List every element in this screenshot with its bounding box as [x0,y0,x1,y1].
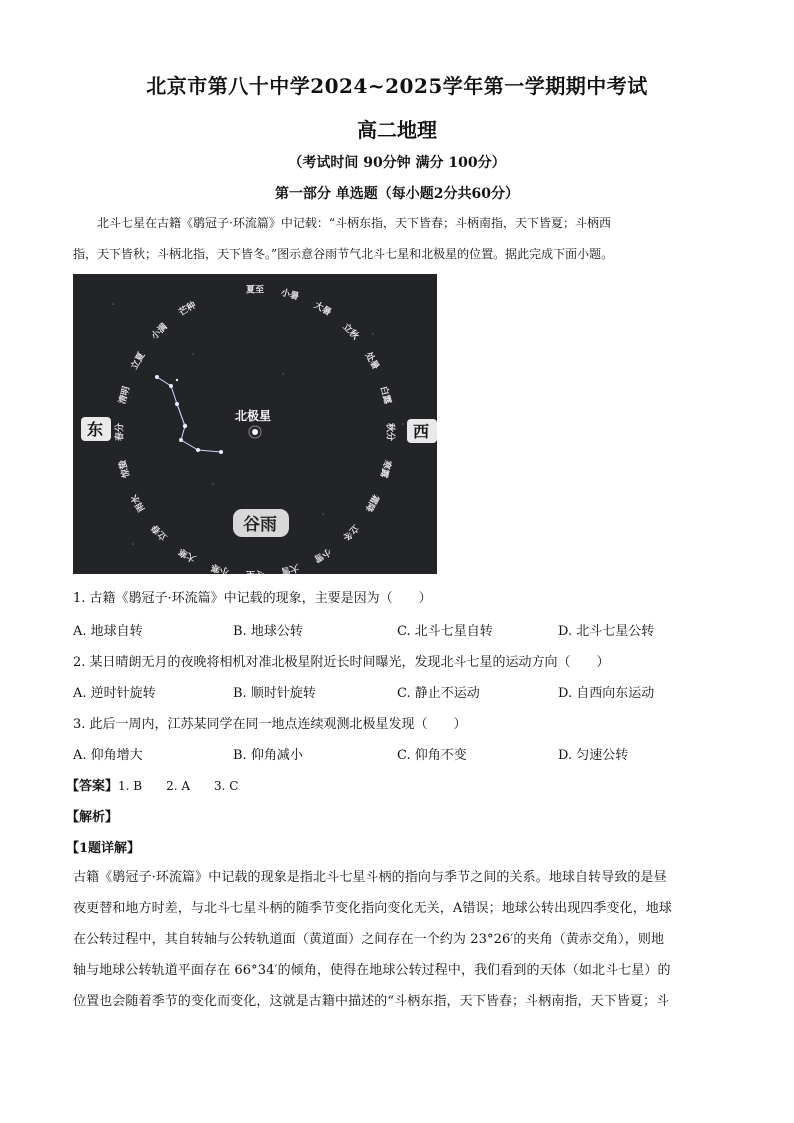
solar-term-label: 寒露 [377,458,393,479]
analysis-label: 【解析】 [66,810,119,825]
intro-line-2: 指，天下皆秋；斗柄北指，天下皆冬。”图示意谷雨节气北斗七星和北极星的位置。据此完成下面小题。 [73,247,614,261]
detail-label: 【1题详解】 [66,841,141,856]
solar-term-label: 惊蛰 [117,458,133,479]
analysis-line-3: 在公转过程中，其自转轴与公转轨道面（黄道面）之间存在一个约为 23°26′的夹角（黄赤交角），则地 [73,932,665,947]
dipper-star-3 [175,402,179,406]
solar-term-label: 立夏 [129,350,148,372]
solar-term-label: 秋分 [384,422,395,442]
solar-term-label: 大寒 [177,545,199,564]
solar-term-label: 春分 [115,422,126,442]
analysis-line-4: 轴与地球公转轨道平面存在 66°34′的倾角，使得在地球公转过程中，我们看到的天体（如北斗七星）的 [73,963,671,978]
dipper-star-7 [219,450,223,454]
q3-option-d: D. 匀速公转 [558,748,629,763]
solar-term-label: 大暑 [311,300,333,319]
intro-line-1: 北斗七星在古籍《鹖冠子·环流篇》中记载：“斗柄东指，天下皆春；斗柄南指，天下皆夏；斗柄西 [97,216,611,230]
solar-term-label: 芒种 [177,300,199,319]
dipper-star-5 [179,438,183,442]
polaris-star [252,429,258,435]
solar-term-label: 小寒 [210,561,231,574]
q2-option-c: C. 静止不运动 [397,686,480,701]
q3-option-a: A. 仰角增大 [73,748,143,763]
question-3-stem: 3. 此后一周内，江苏某同学在同一地点连续观测北极星发现（ ） [73,717,467,732]
west-label: 西 [413,422,430,441]
subject-title: 高二地理 [357,118,437,142]
exam-info: （考试时间 90分钟 满分 100分） [288,155,506,171]
answer-block [66,775,238,794]
question-2-stem: 2. 某日晴朗无月的夜晚将相机对准北极星附近长时间曝光，发现北斗七星的运动方向（ ） [73,655,610,670]
q1-option-b: B. 地球公转 [233,624,303,639]
solar-term-label: 立秋 [340,322,361,342]
solar-term-label: 霜降 [362,492,381,514]
analysis-line-1: 古籍《鹖冠子·环流篇》中记载的现象是指北斗七星斗柄的指向与季节之间的关系。地球自转导致的是昼 [73,870,667,885]
dipper-star-6 [196,448,200,452]
solar-term-label: 大雪 [279,561,300,574]
answer-value: 1. B 2. A 3. C [118,779,239,793]
answer-label: 【答案】 [66,779,119,794]
solar-term-label: 处暑 [362,350,381,372]
solar-term-label: 清明 [117,385,133,406]
part-title: 第一部分 单选题（每小题2分共60分） [274,186,520,202]
solar-term-label: 立春 [149,522,170,542]
dipper-star-1 [155,375,159,379]
analysis-line-2: 夜更替和地方时差，与北斗七星斗柄的随季节变化指向变化无关，A错误；地球公转出现四季变化，地球 [73,901,672,916]
dipper-star-4 [183,424,187,428]
solar-term-label: 小暑 [279,288,300,303]
q1-option-c: C. 北斗七星自转 [397,624,493,639]
solar-term-label: 小雪 [311,545,333,564]
solar-term-label: 冬至 [245,568,265,574]
q1-option-a: A. 地球自转 [73,624,143,639]
solar-term-label: 白露 [377,385,393,406]
solar-term-label: 立冬 [340,522,361,542]
exam-title: 北京市第八十中学2024~2025学年第一学期期中考试 [146,74,648,98]
dipper-star-2 [169,384,173,388]
solar-term-label: 小满 [149,322,170,342]
star-chart-svg [73,274,437,574]
q3-option-c: C. 仰角不变 [397,748,467,763]
q2-option-d: D. 自西向东运动 [558,686,655,701]
star-figure [73,274,437,574]
solar-term-label: 夏至 [245,285,265,296]
season-label: 谷雨 [243,515,277,535]
east-label: 东 [87,420,104,439]
solar-term-label: 雨水 [129,492,148,514]
q3-option-b: B. 仰角减小 [233,748,303,763]
polaris-label: 北极星 [235,409,272,423]
question-1-stem: 1. 古籍《鹖冠子·环流篇》中记载的现象，主要是因为（ ） [73,591,432,606]
dipper-companion-star [176,379,178,381]
q2-option-b: B. 顺时针旋转 [233,686,316,701]
q1-option-d: D. 北斗七星公转 [558,624,655,639]
q2-option-a: A. 逆时针旋转 [73,686,156,701]
analysis-line-5: 位置也会随着季节的变化而变化，这就是古籍中描述的“斗柄东指，天下皆春；斗柄南指，天下皆夏；斗 [73,994,670,1009]
